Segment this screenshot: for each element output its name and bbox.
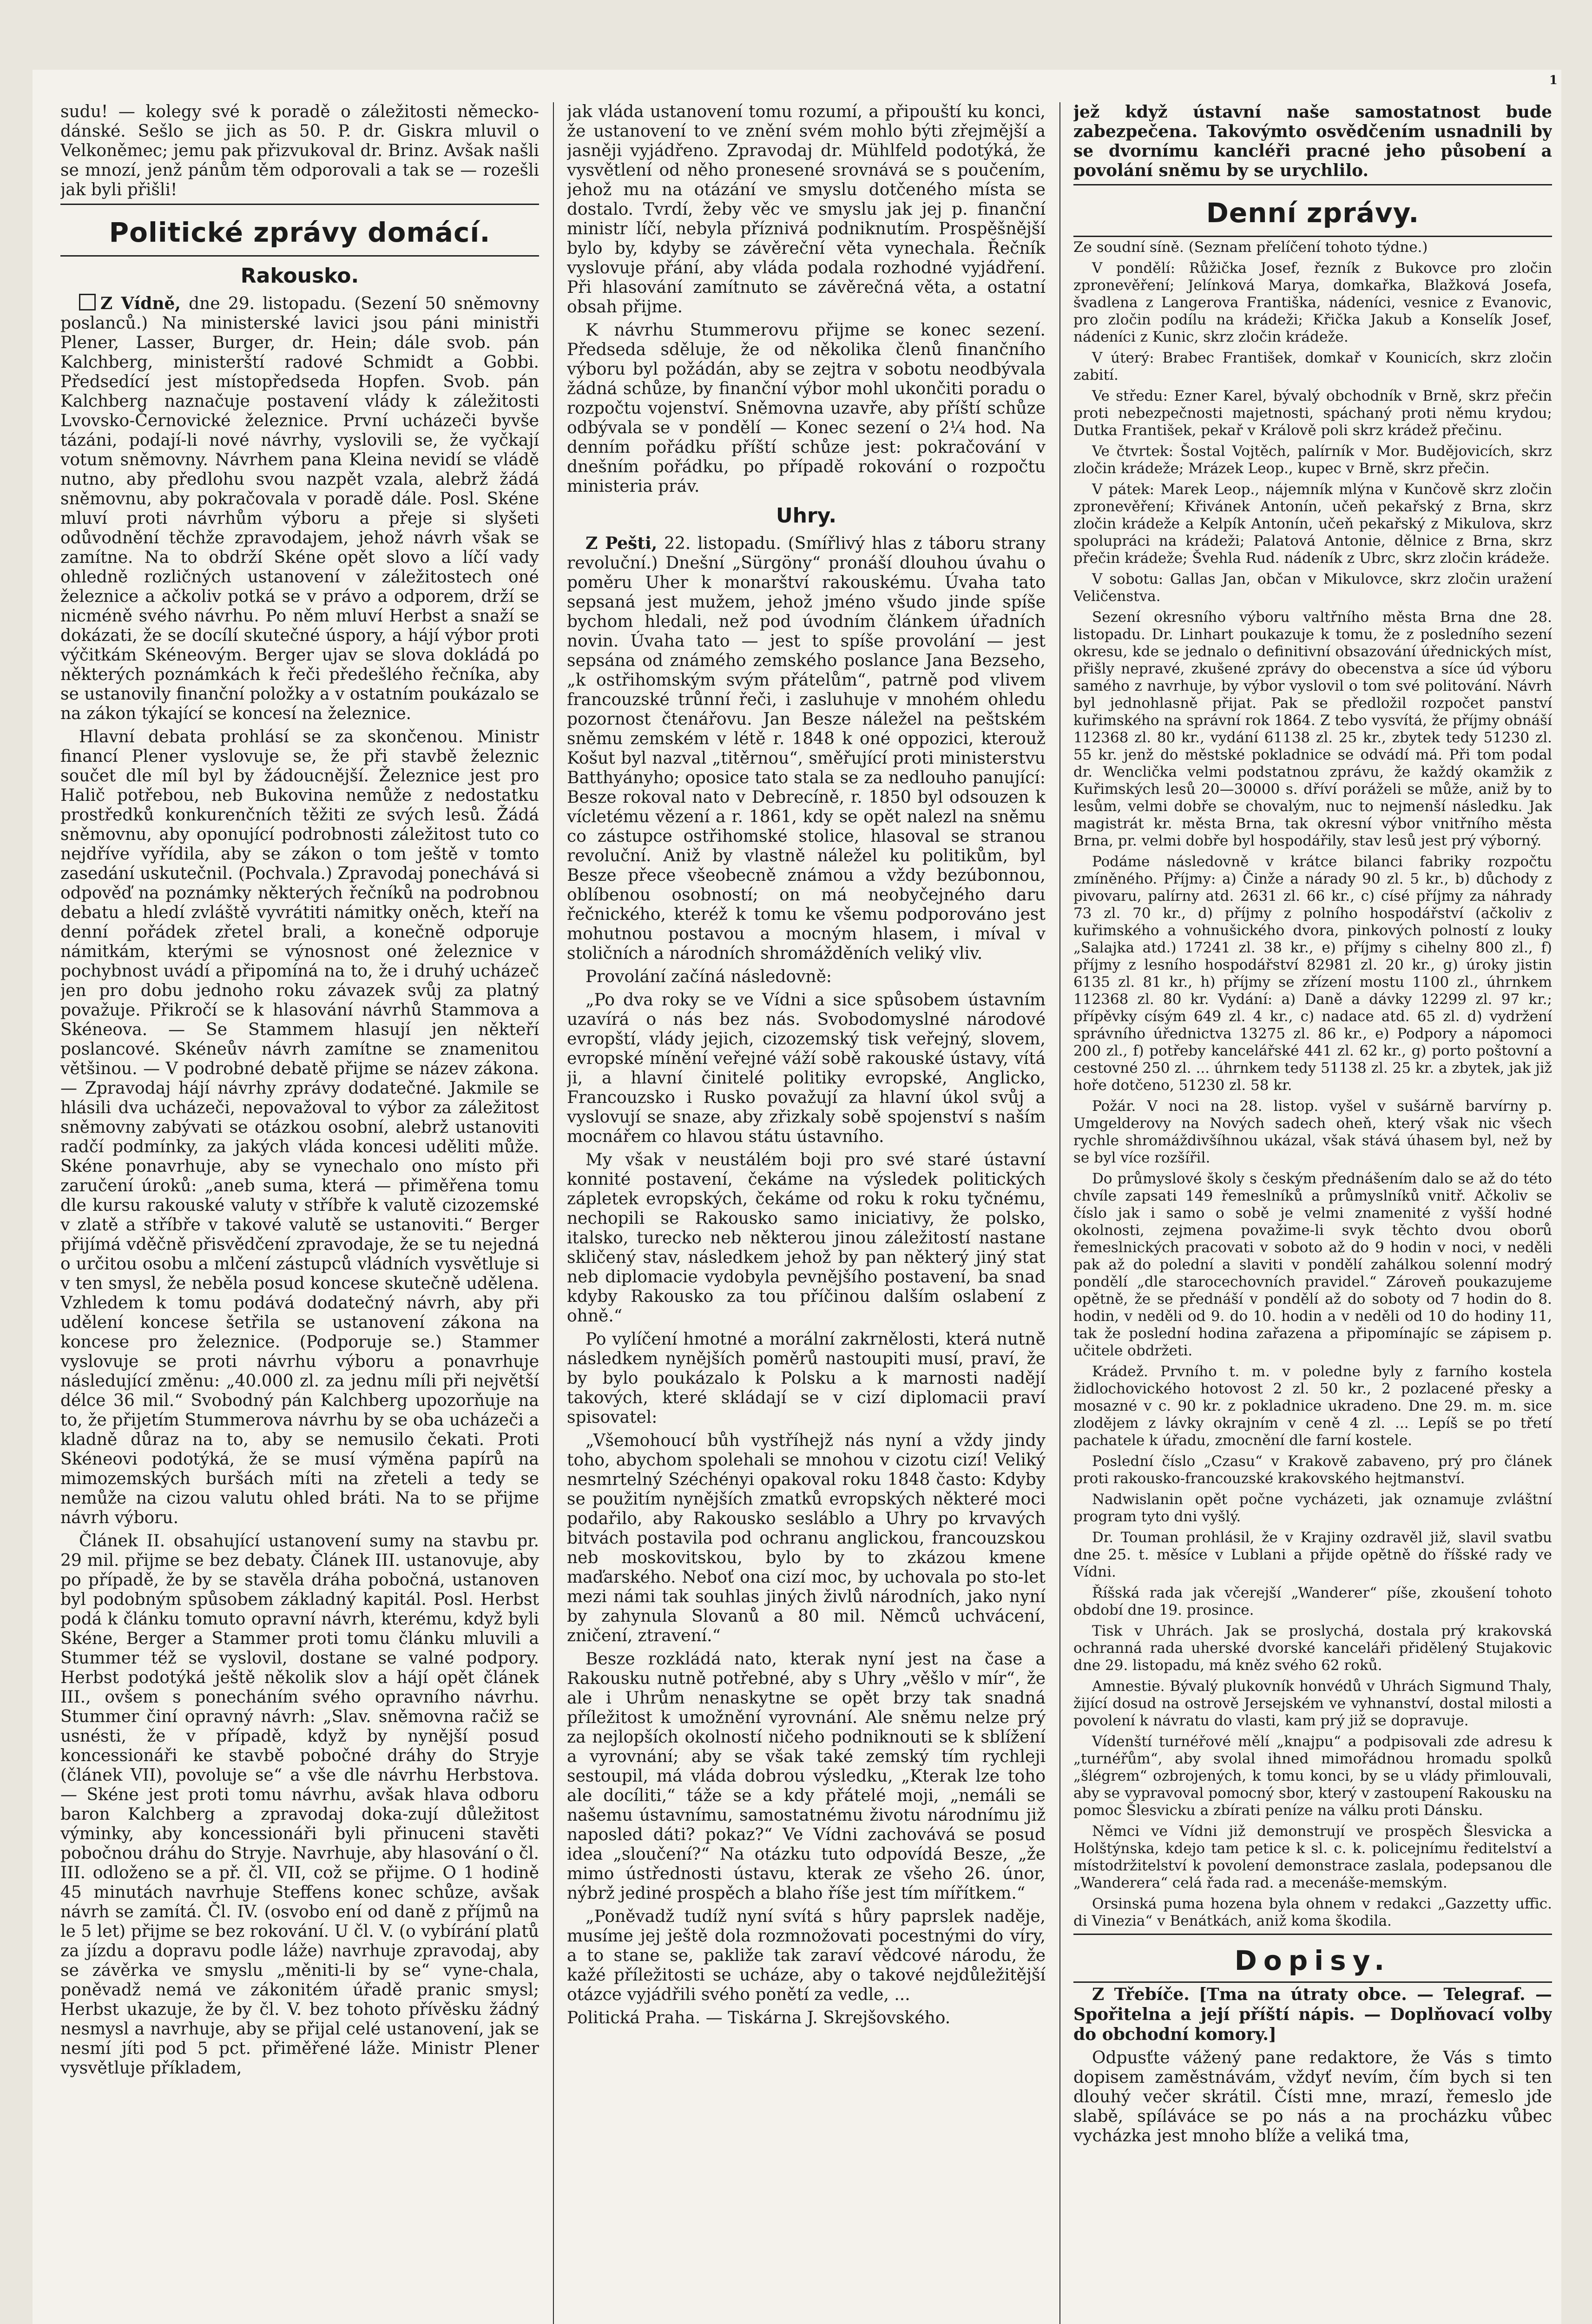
court-item: V úterý: Brabec František, domkař v Kounicích, skrz zločin zabití. <box>1073 350 1552 383</box>
section-divider <box>1073 1981 1552 1983</box>
dateline: Z Vídně, <box>100 294 181 313</box>
court-item: Ve čtvrtek: Šostal Vojtěch, palírník v Mor. Budějovicích, skrz zločin krádeže; Mrázek Leop., kupec v Brně, skrz přečin. <box>1073 443 1552 477</box>
letter-paragraph <box>1073 1985 1552 2045</box>
article-paragraph: jak vláda ustanovení tomu rozumí, a připouští ku konci, že ustanovení to ve znění svém mohlo býti zřejmější a jasněji vyjádřeno. Zpravodaj dr. Mühlfeld podotýká, že vysvětlení od něho pronesené srovnává se s poučením, jehož mu na otázání ve smyslu dotčeného místa se dostalo. Tvrdí, žeby věc ve smyslu jak jej p. finanční ministr líčí, nebyla příznivá podniknutím. Prospěšnější bylo by, kdyby se závěreční věta vynechala. Řečník vyslovuje přání, aby vláda podala rozhodné vyjádření. Při hlasování zamítnuto se závěrečná věta, a ostatní obsah přijme. <box>567 102 1046 317</box>
letter-paragraph: Odpusťte vážený pane redaktore, že Vás s timto dopisem zaměstnávám, vždyť nevím, čím bych si ten dlouhý večer skrátil. Čísti mne, mrazí, řemeslo jde slabě, spíláváce se po nás a na procházku vůbec vycházka jest mnoho blíže a veliká tma, <box>1073 2048 1552 2146</box>
article-paragraph: „Po dva roky se ve Vídni a sice spůsobem ústavním uzavírá o nás bez nás. Svobodomyslné národové evropští, vlády jejich, cizozemský tisk veřejný, slovem, evropské mínění veřejné váží sobě rakouské ústavy, vítá ji, a hlavní činitelé politiky evropské, Anglicko, Francouzsko i Rusko považují za hlavní úkol svůj a vyslovují se snaze, aby zřizkaly sobě spojenství s naším mocnářem co hlavou státu ústavního. <box>567 990 1046 1146</box>
newspaper-page <box>33 70 1561 2324</box>
article-paragraph: Hlavní debata prohlásí se za skončenou. Ministr financí Plener vyslovuje se, že při stavbě železnic součet dle míl byl by žádoucnější. Železnice jest pro Halič potřebou, neb Bukovina nemůže z nedostatku prostředků konkurenčních těžiti ze svých lesů. Žádá sněmovnu, aby oponující podrobnosti záležitost tuto co nejdříve vyřídila, aby se zákon o tom ještě v tomto zasedání uskutečnil. (Pochvala.) Zpravodaj ponechává si odpověď na poznámky některých řečníků na podrobnou debatu a hledí zvláště vyvrátiti námitky oněch, kteří na denní pořádek zřetel brali, a konečně odporuje námitkám, kterými se výnosnost oné železnice v pochybnost uvádí a připomíná na to, že i druhý ucházeč jen pro dobu jednoho roku závazek svůj za platný považuje. Přikročí se k hlasování návrhů Stammova a Skéneova. — Se Stammem hlasují jen někteří poslancové. Skéneův návrh zamítne se znamenitou většinou. — V podrobné debatě přijme se název zákona. — Zpravodaj hájí návrhy zprávy dodatečné. Jakmile se hlásili dva ucházeči, nepovažoval to výbor za záležitost sněmovny zabývati se otázkou osobní, alebrž ustanoviti radčí podmínky, za jakých vláda koncesi uděliti může. Skéne ponavrhuje, aby se vynechalo ono místo při zaručení úroků: „aneb suma, která — přiměřena tomu dle kursu rakouské valuty v stříbře k valutě cizozemské v zlatě a stříbře v takové valutě se ustanoviti.“ Berger přijímá vděčně přisvědčení zpravodaje, že se tu nejedná o určitou osobu a mlčení zástupců vládních vysvětluje si v ten smysl, že neběla posud koncese skutečně udělena. Vzhledem k tomu podává dodatečný návrh, aby při udělení koncese šetřila se ustanovení zákona na koncese pro železnice. (Podporuje se.) Stammer vyslovuje se proti návrhu výboru a ponavrhuje následující změnu: „40.000 zl. za jednu míli při největší délce 36 mil.“ Svobodný pán Kalchberg upozorňuje na to, že přijetím Stummerova návrhu by se oba ucházeči a kladně důraz na to, aby se nemusilo čekati. Proti Skéneovi podotýká, že se musí výměna papírů na mimozemských buršách míti na zřeteli a tedy se nemůže na cizou valutu ohled bráti. Na to se přijme návrh výboru. <box>60 727 539 1527</box>
news-item: Dr. Touman prohlásil, že v Krajiny ozdravěl již, slavil svatbu dne 25. t. měsíce v Lublani a přijde opětně do říšské rady ve Vídni. <box>1073 1529 1552 1580</box>
news-item: Podáme následovně v krátce bilanci fabriky rozpočtu zmíněného. Příjmy: a) Činže a nárady 90 zl. 5 kr., b) důchody z pivovaru, palírny atd. 2631 zl. 66 kr., c) císé příjmy za náhrady 73 zl. 70 kr., d) příjmy z polního hospodářství (ačkoliv z kuřimského a vohnušického dvora, pinkových polností z louky „Salajka atd.) 17241 zl. 38 kr., e) příjmy s cihelny 800 zl., f) příjmy z lesního hospodářství 82981 zl. 20 kr., g) úroky jistin 6135 zl. 81 kr., h) příjmy se zřízení mostu 1100 zl., úhrnkem 112368 zl. 80 kr. Vydání: a) Daně a dávky 12299 zl. 97 kr.; přípěvky císým 649 zl. 4 kr., c) nadace atd. 65 zl. d) vydržení správního úřednictva 13275 zl. 86 kr., e) Podpory a nápomoci 200 zl., f) potřeby kancelářské 441 zl. 62 kr., g) porto poštovní a cestovné 250 zl. ... úhrnkem tedy 51138 zl. 25 kr. a zbytek, jak již hoře dotčeno, 51230 zl. 58 kr. <box>1073 853 1552 1094</box>
news-item: Tisk v Uhrách. Jak se proslychá, dostala prý krakovská ochranná rada uherské dvorské kanceláři přidělený Stujakovic dne 29. listopadu, má kněz svého 62 roků. <box>1073 1623 1552 1674</box>
page-footer: Politická Praha. — Tiskárna J. Skrejšovského. <box>567 2008 951 2027</box>
section-divider <box>60 204 539 205</box>
section-divider <box>1073 184 1552 185</box>
news-item: Sezení okresního výboru valtřního města Brna dne 28. listopadu. Dr. Linhart poukazuje k tomu, že z posledního sezení okresu, kde se jednalo o definitivní obsazování úřednických míst, přišly nepravé, zkušené zprávy do obecenstva a síce úd výboru samého z navrhuje, by výbor vyslovil o tom své politování. Návrh byl jednohlasně přijat. Pak se předložil rozpočet panství kuřimského na správní rok 1864. Z tebo vysvítá, že příjmy obnáší 112368 zl. 80 kr., vydání 61138 zl. 25 kr., zbytek tedy 51230 zl. 55 kr. jenž do městské pokladnice se odvádí má. Při tom podal dr. Wenclička velmi podstatnou zprávu, že každý okamžik z Kuřimských lesů 20—30000 s. dříví poráželi se může, aniž by to lesům, velmi dobře se chovalým, nuc to nejmenší následku. Jak magistrát kr. města Brna, tak okresní výbor vnitřního města Brna, pr. velmi dobře byl hospodářily, stav lesů jest prý výborný. <box>1073 609 1552 849</box>
column-rule <box>1059 102 1060 2324</box>
section-title: Denní zprávy. <box>1206 197 1420 229</box>
news-item: Nadwislanin opět počne vycházeti, jak oznamuje zvláštní program tyto dni vyšlý. <box>1073 1491 1552 1525</box>
corner-mark: 1 <box>1549 73 1558 87</box>
news-item: Říšská rada jak včerejší „Wanderer“ píše, zkoušení tohoto období dne 19. prosince. <box>1073 1585 1552 1618</box>
article-paragraph: Článek II. obsahující ustanovení sumy na stavbu pr. 29 mil. přijme se bez debaty. Článek III. ustanovuje, aby po případě, že by se stavěla dráha pobočná, ustanoven byl podobným spůsobem základný kapitál. Posl. Herbst podá k článku tomuto opravní návrh, kterému, když byli Skéne, Berger a Stammer proti tomu článku mluvili a Stummer též se vyslovil, dostane se valné podpory. Herbst podotýká ještě několik slov a hájí opět článek III., ovšem s ponecháním svého opravního návrhu. Stummer činí opravný návrh: „Slav. sněmovna račiž se usnésti, že v případě, když by nynější posud koncessionáři ke stavbě pobočné dráhy do Stryje (článek VII), povoluje se“ a vše dle návrhu Herbstova. — Skéne jest proti tomu návrhu, avšak hlava odboru baron Kalchberg a zpravodaj doka-zují důležitost výminky, aby koncessionáři byli přinuceni stavěti pobočnou dráhu do Stryje. Navrhuje, aby hlasování o čl. III. odloženo se a př. čl. VII, což se přijme. O 1 hodině 45 minutách navrhuje Steffens konec schůze, avšak návrh se zamítá. Čl. IV. (osvobo ení od daně z příjmů na le 5 let) přijme se bez rokování. U čl. V. (o vybírání platů za jízdu a dopravu podle láže) navrhuje zpravodaj, aby se závěrka ve smyslu „měniti-li by se“ vyne-chala, poněvadž nemá ve zákonitém úřadě pranic smysl; Herbst ukazuje, že by čl. V. bez tohoto přívěsku žádný nesmysl a navrhuje, aby se přijal celé ustanovení, jak se nesmí jíti pod 5 pct. přiměřené láže. Ministr Plener vysvětluje příkladem, <box>60 1532 539 2078</box>
article-text: 22. listopadu. (Smířlivý hlas z táboru strany revoluční.) Dnešní „Sürgöny“ pronáší dlouhou úvahu o poměru Uher k monarštví rakouskému. Úvaha tato sepsaná jest mužem, jehož jméno všudo jinde spíše bychom hledali, než pod úvodním článkem úřadních novin. Úvaha tato — jest to spíše provolání — jest sepsána od známého zemského poslance Jana Bezseho, „k ostřihomským svým přátelům“, patrně pod vlivem francouzské trůnní řeči, i zasluhuje v mnohém ohledu pozornost čtenářovu. Jan Besze náležel na peštském sněmu zemském v létě r. 1848 k oné oppozici, kterouž Košut byl nazval „titěrnou“, směřující proti ministerstvu Batthyányho; oposice tato stala se za nedlouho panující: Besze rokoval nato v Debrecíně, r. 1850 byl odsouzen k vícletému vězení a r. 1861, kdy se opět nalezl na sněmu co zástupce ostřihomské stolice, hlasoval se stranou revoluční. Aniž by vlastně náležel ku politikům, byl Besze přece všeobecně známou a vždy bezúbonnou, oblíbenou osobností; on má neobyčejného daru řečnického, kteréž k tomu ke všemu podporováno jest mohutnou postavou a mocným hlasem, i míval v stoličních a národních shromážděních veliký vliv. <box>567 534 1046 963</box>
news-item: Orsinská puma hozena byla ohnem v redakci „Gazzetty uffic. di Vinezia“ v Benátkách, aniž koma škodila. <box>1073 1895 1552 1929</box>
column-2 <box>567 102 1046 2324</box>
article-paragraph: „Všemohoucí bůh vystříhejž nás nyní a vždy jindy toho, abychom spolehali se mnohou v cizotu cizí! Veliký nesmrtelný Széchényi opakoval roku 1848 často: Kdyby se použitím nynějších zmatků evropských některé moci podařilo, aby Rakousko sesláblo a Uhry po krvavých bitvách postavila pod ochranu anglickou, francouzskou neb moskovitskou, bylo by to zkázou kmene maďarského. Neboť ona cizí moc, by uchovala po sto-let mezi námi tak souhlas jiných živlů národních, jako nyní by zahynula Slovanů a 80 mil. Němců uchvácení, zničení, ztravení.“ <box>567 1431 1046 1645</box>
section-divider <box>1073 1934 1552 1935</box>
column-rule <box>553 102 554 2324</box>
article-paragraph: My však v neustálém boji pro své staré ústavní konnité postavení, čekáme na výsledek politických zápletek evropských, čekáme od roku k roku tyčnému, nechopili se Rakousko samo iniciativy, že polsko, italsko, turecko neb některou jinou záležitostí nastane skličený stav, následkem jehož by pan některý jiný stat neb diplomacie vydobyla pevnějšího postavení, ba snad kdyby Rakousko za tou příčinou dalším oslabení z ohně.“ <box>567 1150 1046 1326</box>
article-paragraph: Besze rozkládá nato, kterak nyní jest na čase a Rakousku nutně potřebné, aby s Uhry „věšlo v mír“, že ale i Uhrům nenaskytne se opět brzy tak snadná příležitost k umožnění vyrovnání. Ale sněmu nelze prý za nejlopších okolností ničeho podniknouti se k sblížení a vyrovnání; aby se však také zemský tím rychleji sestoupil, má vláda dobrou výsledku, „Kterak lze toho ale docíliti,“ táže se a kdy přátelé moji, „nemáli se našemu ústavnímu, samostatnému životu národnímu již naposled dáti? pokaz?“ Ve Vídni zachovává se posud idea „sloučení?“ Na otázku tuto odpovídá Besze, „že mimo ústřednosti ústavu, kterak ze všeho 26. únor, nýbrž jediné prospěch a blaho říše jest tím mířítkem.“ <box>567 1650 1046 1903</box>
intro-paragraph: jež když ústavní naše samostatnost bude zabezpečena. Takovýmto osvědčením usnadnili by se dvornímu kancléři pracné jeho působení a povolání sněmu by se urychlilo. <box>1073 102 1552 180</box>
news-item: Poslední číslo „Czasu“ v Krakově zabaveno, prý pro článek proti rakousko-francouzské krakovského hejtmanství. <box>1073 1453 1552 1487</box>
article-paragraph <box>60 294 539 724</box>
article-paragraph: K návrhu Stummerovu přijme se konec sezení. Předseda sděluje, že od několika členů finančního výboru byl požádán, aby se zejtra v sobotu neodbývala žádná schůze, by finanční výbor mohl ukončiti poradu o rozpočtu vojenství. Sněmovna uzavře, aby příští schůze odbývala se v pondělí — Konec sezení o 2¼ hod. Na denním pořádku příští schůze jest: pokračování v dnešním pořádku, po případě rokování o rozpočtu ministeria práv. <box>567 321 1046 496</box>
news-item: Požár. V noci na 28. listop. vyšel v sušárně barvírny p. Umgelderovy na Nových sadech oheň, který však nic všech rychle shromáždivšíhnou ukázal, však stává úhasem byl, než by se byl více rozšířil. <box>1073 1098 1552 1166</box>
box-marker-icon <box>79 294 96 310</box>
article-paragraph: Po vylíčení hmotné a morální zakrnělosti, která nutně následkem nynějších poměrů nastoupiti musí, praví, že by bylo poukázalo k Polsku a k marnosti nadějí takových, které skládají se v cizí diplomacii praví spisovatel: <box>567 1330 1046 1427</box>
subsection-title: Rakousko. <box>240 264 359 288</box>
court-item: V pátek: Marek Leop., nájemník mlýna v Kunčově skrz zločin zpronevěření; Křivánek Antonín, učeň pekařský z Brna, skrz zločin krádeže a Kelpík Antonín, učeň pekařský z Mikulova, skrz spolupráci na krádeži; Palatová Antonie, dělnice z Brna, skrz přečin krádeže; Švehla Rud. nádeník z Ubrc, skrz zločin krádeže. <box>1073 481 1552 567</box>
column-3 <box>1073 102 1552 2324</box>
dateline: Z Třebíče. <box>1092 1985 1190 2004</box>
news-item: Do průmyslové školy s českým přednášením dalo se až do této chvíle zapsati 149 řemeslníků a průmyslníků vnitř. Ačkoliv se číslo jak i samo o sobě je velmi znamenité z vyšší hodné okolnosti, zejmena považime-li svyk těchto dvou oborů řemeslnických pracovati v soboto až do 9 hodin v noci, v neděli pak až do polední a slaviti v pondělí zahálkou solenní modrý pondělí „dle starocechovních pravidel.“ Zároveň poukazujeme opětně, že se přednáší v pondělí až do soboty od 7 hodin do 8. hodin, v neděli od 9. do 10. hodin a v neděli od 10 do hodiny 11, tak že poslední hodina zařazena a připomínajíc se zápisem p. učitele obdržeti. <box>1073 1170 1552 1359</box>
section-divider <box>60 255 539 257</box>
court-item: V pondělí: Růžička Josef, řezník z Bukovce pro zločin zpronevěření; Jelínková Marya, domkařka, Blažková Josefa, švadlena z Langerova Františka, nádeníci, vesnice z Evanovic, pro zločin podílu na krádeži; Křička Jakub a Konselík Josef, nádeníci z Kunic, skrz zločin krádeže. <box>1073 260 1552 345</box>
news-item: Krádež. Prvního t. m. v poledne byly z farního kostela židlochovického hotovost 2 zl. 50 kr., 2 pozlacené přesky a mosazné v c. 90 kr. z pokladnice ukradeno. Dne 29. m. m. sice zlodějem z lávky okrajním v ceně 4 zl. ... Lepíš se po třetí pachatele k úřadu, zmocnění dle farní kostele. <box>1073 1363 1552 1449</box>
news-item: Vídenští turnéřové mělí „knajpu“ a podpisovali zde adresu k „turnéřům“, aby svolal ihned mimořádnou hromadu spolků „šlégrem“ ozbrojených, k tomu konci, by se u vlády přimlouvali, aby se vypravoval pomocný sbor, který v zastoupení Rakousku na pomoc Šlesvicku a zbírati peníze na válku proti Dánsku. <box>1073 1733 1552 1819</box>
letters-title: Dopisy. <box>1234 1945 1391 1976</box>
court-item: Ve středu: Ezner Karel, bývalý obchodník v Brně, skrz přečin proti nebezpečnosti majetnosti, spáchaný proti němu krydou; Dutka František, pekař v Králově poli skrz krádež přečinu. <box>1073 388 1552 439</box>
subsection-title: Uhry. <box>776 504 837 528</box>
section-title: Politické zprávy domácí. <box>109 217 491 248</box>
column-1 <box>60 102 539 2324</box>
article-paragraph: „Poněvadž tudíž nyní svítá s hůry paprslek naděje, musíme jej ještě dola rozmnožovati pocestnými do víry, a to stane se, pakliže tak zaraví vědcové národu, že kažé příležitosti se ucháze, aby o takové nejdůležitější otázce vyjádřili svého ponětí za vedle, ... <box>567 1907 1046 2004</box>
dateline: Z Pešti, <box>585 534 658 553</box>
lead-paragraph: Ze soudní síně. (Seznam přelíčení tohoto týdne.) <box>1073 239 1428 256</box>
section-divider <box>1073 236 1552 237</box>
letter-subtitle: [Tma na útraty obce. — Telegraf. — Spořitelna a její příští nápis. — Doplňovací volby do obchodní komory.] <box>1073 1985 1552 2044</box>
court-item: V sobotu: Gallas Jan, občan v Mikulovce, skrz zločin uražení Veličenstva. <box>1073 571 1552 605</box>
article-text: dne 29. listopadu. (Sezení 50 sněmovny poslanců.) Na ministerské lavici jsou páni ministři Plener, Lasser, Burger, dr. Hein; dále svob. pán Kalchberg, ministerští radové Schmidt a Gobbi. Předsedící jest místopředseda Hopfen. Svob. pán Kalchberg naznačuje postavení vlády k záležitosti Lvovsko-Černovické železnice. První ucházeči byvše tázáni, podají-li nové návrhy, vyslovili se, že vyčkají votum sněmovny. Návrhem pana Kleina nevidí se vládě nutno, aby předlohu svou nazpět vzala, alebrž žádá sněmovnu, aby pokračovala v poradě dále. Posl. Skéne mluví proti návrhům výboru a přeje si slyšeti odůvodnění těchže zpravodajem, jehož návrh však se zamítne. Na to obdrží Skéne opět slovo a líčí vady ohledně rozličných ustanovení v záležitostech oné železnice a ačkoliv potká se v právo a odporem, drží se nicméně svého návrhu. Po něm mluví Herbst a snaží se dokázati, že se docílí skutečné úspory, a hájí výbor proti výčitkám Skéneovým. Berger ujav se slova dokládá po některých poznámkách k řeči předešlého řečníka, aby se ustanovily finanční položky a v ostatním poukázalo se na zákon týkající se koncesí na železnice. <box>60 294 539 723</box>
article-paragraph: Provolání začíná následovně: <box>585 967 832 986</box>
article-paragraph <box>567 534 1046 964</box>
intro-paragraph: sudu! — kolegy své k poradě o záležitosti německo-dánské. Sešlo se jich as 50. P. dr. Giskra mluvil o Velkoněmec; jemu pak přizvukoval dr. Brinz. Avšak našli se mnozí, jenž pánům těm odporovali a tak se — rozešli jak byli přišli! <box>60 102 539 199</box>
news-item: Amnestie. Bývalý plukovník honvédů v Uhrách Sigmund Thaly, žijící dosud na ostrově Jersejském ve vyhnanství, dostal milosti a povolení k návratu do vlasti, kam prý již se dopravuje. <box>1073 1678 1552 1729</box>
news-item: Němci ve Vídni již demonstrují ve prospěch Šlesvicka a Holštýnska, kdejo tam petice k sl. c. k. policejnímu ředitelství a místodržitelství k povolení demonstrace zaslala, podepsanou dle „Wanderera“ celá řada rad. a mecenáše-memským. <box>1073 1823 1552 1891</box>
